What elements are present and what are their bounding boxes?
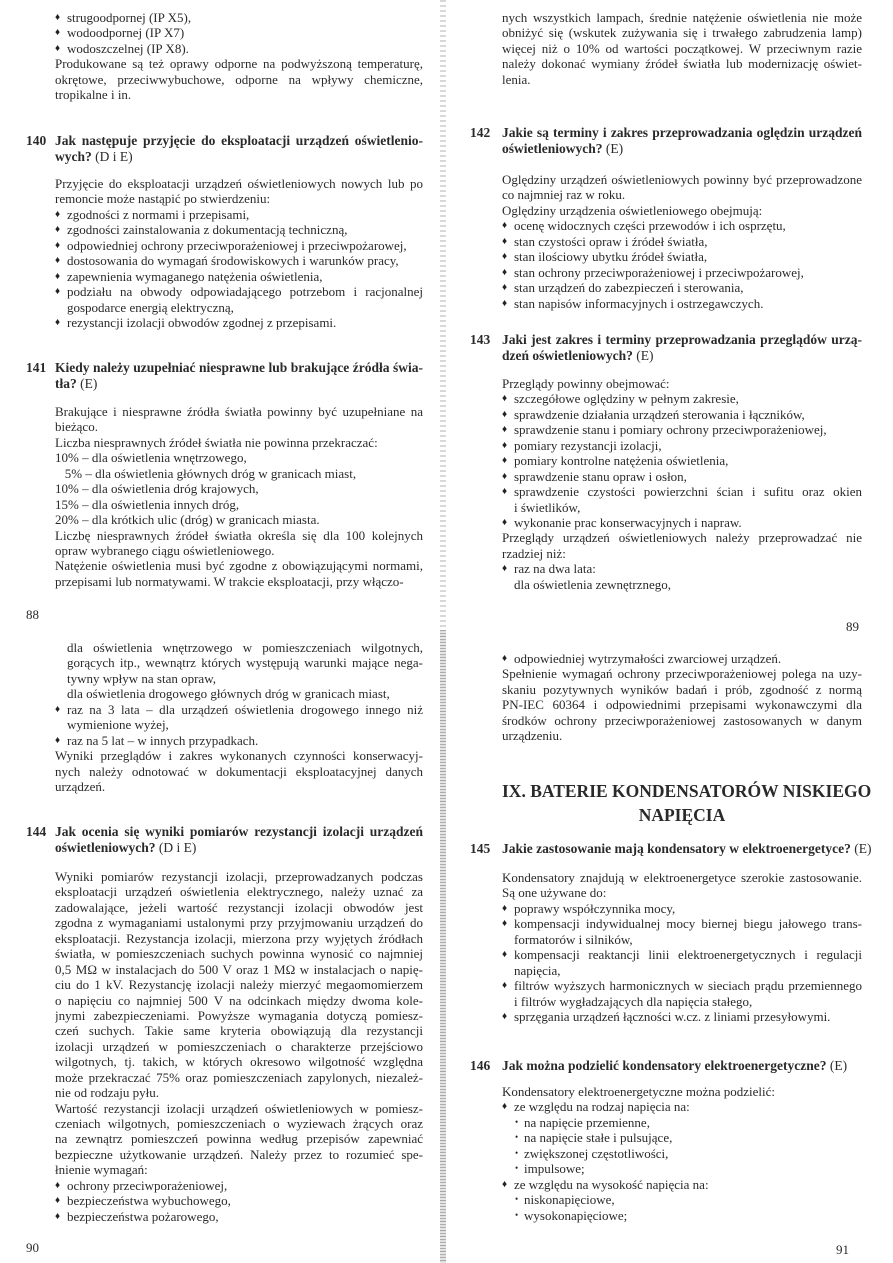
question-number: 141 [26, 360, 47, 375]
bullet-item [502, 1099, 862, 1114]
text-line: bezpieczne użytkowanie urządzeń. Należy przez to rozumieć spe- [55, 1146, 423, 1162]
question-number: 145 [470, 841, 491, 856]
text-line: zgodna z wymaganiami ustalonymi przy przyjmowaniu urządzeń do [55, 915, 423, 931]
bullet-item [55, 1209, 423, 1224]
bullet-item [55, 1178, 423, 1193]
question-title-text: Jaki jest zakres i terminy przeprowadzania przeglądów urzą- [502, 332, 862, 347]
question-title-line [502, 141, 862, 157]
question-title-text: Jak następuje przyjęcie do eksploatacji urządzeń oświetlenio- [55, 133, 423, 148]
text-line: wodoszczelnej (IP X8). [67, 40, 189, 56]
text-line: o napięciu co najmniej 500 V na odcinkach między dwoma kole- [55, 992, 423, 1008]
text-line: Wartość rezystancji izolacji urządzeń oświetleniowych w pomiesz- [55, 1100, 423, 1116]
page-gutter-scan-noise [440, 630, 446, 1263]
text-block [502, 10, 862, 87]
dot-bullet-icon: • [515, 1147, 519, 1158]
diamond-bullet-icon: ♦ [55, 703, 61, 715]
bullet-item [502, 438, 862, 453]
text-line: ciu do 1 kV. Rezystancję izolacji należy mierzyć megaomomierzem [55, 977, 423, 993]
question-title-text: Jak można podzielić kondensatory elektroenergetyczne? [502, 1058, 827, 1073]
diamond-bullet-icon: ♦ [502, 424, 508, 436]
question-title-text: Jakie zastosowanie mają kondensatory w elektroenergetyce? [502, 841, 851, 856]
paragraph [55, 528, 423, 559]
dot-bullet-icon: • [515, 1163, 519, 1174]
paragraph [55, 466, 423, 481]
bullet-item [55, 10, 423, 25]
text-line: skaniu pozytywnych wyników badań i prób, zgodność z normą [502, 681, 862, 697]
paragraph [55, 481, 423, 496]
text-line: stan ilościowy ubytku źródeł światła, [514, 249, 708, 265]
text-line: izolacji urządzeń w pomieszczeniach o charakterze przejściowo [55, 1038, 423, 1054]
text-line: Przeglądy urządzeń oświetleniowych należy przeprowadzać nie [502, 530, 862, 546]
text-line: rezystancji izolacji obwodów zgodnej z przepisami. [67, 314, 337, 330]
paragraph [502, 870, 862, 901]
diamond-bullet-icon: ♦ [55, 208, 61, 220]
paragraph [55, 869, 423, 1101]
dot-bullet-icon: • [515, 1116, 519, 1127]
text-line: dostosowania do wymagań środowiskowych i warunków pracy, [67, 253, 399, 269]
diamond-bullet-icon: ♦ [55, 1210, 61, 1222]
sub-bullet-item [502, 1208, 862, 1223]
text-line: tywny wpływ na stan opraw, [67, 670, 216, 686]
text-line: dla oświetlenia drogowego głównych dróg w granicach miast, [67, 686, 390, 702]
question-level-tag: (E) [76, 376, 98, 391]
text-line: Natężenie oświetlenia musi być zgodne z obowiązującymi normami, [55, 558, 423, 574]
text-line: remoncie może nastąpić po stwierdzeniu: [55, 191, 271, 207]
text-line: Przyjęcie do eksploatacji urządzeń oświetleniowych nowych lub po [55, 176, 423, 191]
diamond-bullet-icon: ♦ [502, 455, 508, 467]
text-line: Liczba niesprawnych źródeł światła nie powinna przekraczać: [55, 434, 378, 450]
text-line: bieżąco. [55, 419, 98, 435]
text-block [502, 172, 862, 311]
text-line: bezpieczeństwa wybuchowego, [67, 1193, 231, 1209]
text-line: sprzęgania urządzeń łączności w.cz. z liniami przesyłowymi. [514, 1008, 831, 1024]
text-line: poprawy współczynnika mocy, [514, 900, 676, 916]
text-line: łnienie wymagań: [55, 1162, 148, 1178]
text-line: eksploatacji. Rezystancja izolacji, mierzona przy wyjętych źródłach [55, 930, 423, 946]
diamond-bullet-icon: ♦ [502, 1178, 508, 1190]
sub-bullet-item [502, 1115, 862, 1130]
question-title-line [502, 125, 862, 141]
text-line: odpowiedniej ochrony przeciwporażeniowej i przeciwpożarowej, [67, 237, 407, 253]
diamond-bullet-icon: ♦ [502, 516, 508, 528]
bullet-item [502, 407, 862, 422]
text-block [502, 870, 862, 1024]
text-line: odpowiedniej wytrzymałości zwarciowej urządzeń. [514, 651, 782, 666]
diamond-bullet-icon: ♦ [55, 734, 61, 746]
text-line: i świetlików, [514, 499, 581, 515]
bullet-item [55, 238, 423, 253]
question-level-tag: (E) [602, 141, 624, 156]
text-line: stan ochrony przeciwporażeniowej i przeciwpożarowej, [514, 264, 804, 280]
question-title-line [502, 841, 872, 857]
text-block [55, 404, 423, 589]
text-line: wysokonapięciowe; [524, 1207, 628, 1223]
page-number: 89 [846, 619, 859, 634]
question-number: 142 [470, 125, 491, 140]
bullet-item [55, 25, 423, 40]
bullet-item [502, 561, 862, 576]
text-line: przepisami lub normatywami. W trakcie eksploatacji, przy włączo- [55, 573, 404, 589]
diamond-bullet-icon: ♦ [502, 918, 508, 930]
diamond-bullet-icon: ♦ [55, 1179, 61, 1191]
bullet-item [55, 207, 423, 222]
page-number: 91 [836, 1242, 849, 1257]
question-level-tag: (E) [632, 348, 654, 363]
bullet-item [502, 651, 862, 666]
paragraph [55, 56, 423, 102]
diamond-bullet-icon: ♦ [55, 239, 61, 251]
bullet-item [55, 253, 423, 268]
bullet-item [55, 315, 423, 330]
diamond-bullet-icon: ♦ [502, 251, 508, 263]
text-line: opraw wybranego ciągu oświetleniowego. [55, 542, 275, 558]
diamond-bullet-icon: ♦ [55, 1195, 61, 1207]
text-line: wilgotnych, tj. takich, w których okresowo wilgotność względna [55, 1054, 423, 1070]
chapter-heading-line: NAPIĘCIA [638, 805, 726, 825]
text-line: gorących itp., wewnątrz których występują warunki mające nega- [67, 655, 423, 671]
text-line: kompensacji indywidualnej mocy biernej biegu jałowego trans- [514, 916, 862, 932]
text-line: Przeglądy powinny obejmować: [502, 376, 670, 391]
text-line: raz na 5 lat – w innych przypadkach. [67, 732, 259, 748]
dot-bullet-icon: • [515, 1132, 519, 1143]
paragraph [502, 10, 862, 87]
text-line: eksploatacji urządzeń oświetlenia elektrycznego, należy uznać za [55, 884, 423, 900]
text-block [55, 640, 423, 794]
diamond-bullet-icon: ♦ [502, 235, 508, 247]
bullet-item [502, 515, 862, 530]
text-line: lenia. [502, 71, 531, 87]
paragraph [55, 558, 423, 589]
text-line: kompensacji reaktancji linii elektroenergetycznych i regulacji [514, 947, 862, 963]
text-line: Kondensatory elektroenergetyczne można podzielić: [502, 1084, 776, 1099]
text-line: ze względu na rodzaj napięcia na: [514, 1099, 690, 1115]
bullet-item [55, 284, 423, 315]
text-line: czeniach wilgotnych, pomieszczeniach o wyziewach żrących oraz [55, 1116, 423, 1131]
paragraph [55, 450, 423, 465]
diamond-bullet-icon: ♦ [55, 27, 61, 39]
text-line: Brakujące i niesprawne źródła światła powinny być uzupełniane na [55, 404, 423, 419]
text-block [55, 10, 423, 103]
sub-bullet-item [502, 1146, 862, 1161]
bullet-item [55, 222, 423, 237]
bullet-item [502, 978, 862, 1009]
question-title-line [55, 360, 423, 376]
question-title [55, 360, 423, 392]
text-line: szczegółowe oględziny w pełnym zakresie, [514, 391, 739, 407]
diamond-bullet-icon: ♦ [502, 266, 508, 278]
text-line: urządzeń. [55, 778, 106, 794]
question-number: 140 [26, 133, 47, 148]
paragraph [55, 497, 423, 512]
text-line: pomiary kontrolne natężenia oświetlenia, [514, 453, 729, 469]
text-line: podziału na obwody odpowiadającego potrzebom i racjonalnej [67, 284, 423, 300]
sub-bullet-item [502, 1130, 862, 1145]
bullet-item [502, 296, 862, 311]
paragraph [502, 1084, 862, 1099]
text-line: nych wszystkich lampach, średnie natężenie oświetlenia nie może [502, 10, 862, 25]
text-line: napięcia, [514, 962, 561, 978]
dot-bullet-icon: • [515, 1194, 519, 1205]
paragraph [502, 376, 862, 391]
bullet-item [502, 916, 862, 947]
paragraph [55, 512, 423, 527]
chapter-heading-line: IX. BATERIE KONDENSATORÓW NISKIEGO [502, 781, 872, 801]
text-line: raz na dwa lata: [514, 561, 596, 577]
text-line: bezpieczeństwa pożarowego, [67, 1208, 219, 1224]
text-line: PN-IEC 60364 i odpowiednimi przepisami wykonawczymi dla [502, 697, 862, 713]
text-line: wykonanie prac konserwacyjnych i napraw. [514, 514, 742, 530]
bullet-item [55, 702, 423, 733]
diamond-bullet-icon: ♦ [502, 486, 508, 498]
text-line: na zewnątrz pomieszczeń powinna według przepisów zapewniać [55, 1131, 423, 1147]
paragraph [502, 666, 862, 743]
bullet-item [55, 41, 423, 56]
text-line: środków ochrony przeciwporażeniowej zastosowanych w danym [502, 712, 862, 728]
text-line: Wyniki pomiarów rezystancji izolacji, przeprowadzanych podczas [55, 869, 423, 884]
text-line: okrętowe, przeciwwybuchowe, odporne na wpływy chemiczne, [55, 71, 423, 87]
text-line: więcej niż o 10% od wartości początkowej. W przeciwnym razie [502, 40, 862, 56]
text-line: formatorów i silników, [514, 931, 633, 947]
bullet-item [502, 422, 862, 437]
question-title-line [55, 824, 423, 840]
question-title-line [502, 332, 862, 348]
question-title-text: oświetleniowych? [502, 141, 603, 156]
diamond-bullet-icon: ♦ [502, 297, 508, 309]
question-level-tag: (E) [826, 1058, 848, 1073]
bullet-item [55, 733, 423, 748]
diamond-bullet-icon: ♦ [502, 653, 508, 664]
bullet-item [55, 269, 423, 284]
diamond-bullet-icon: ♦ [502, 949, 508, 961]
bullet-item [502, 947, 862, 978]
text-line: należy dokonać wymiany źródeł światła lub modernizację oświet- [502, 56, 862, 72]
text-line: sprawdzenie stanu i pomiary ochrony przeciwporażeniowej, [514, 422, 827, 438]
question-title-line [502, 348, 862, 364]
text-line: strugoodpornej (IP X5), [67, 10, 192, 25]
text-line: raz na 3 lata – dla urządzeń oświetlenia drogowego innego niż [67, 701, 423, 717]
text-line: zapewnienia wymaganego natężenia oświetlenia, [67, 268, 323, 284]
diamond-bullet-icon: ♦ [55, 270, 61, 282]
question-title-text: Jakie są terminy i zakres przeprowadzania oględzin urządzeń [502, 125, 862, 140]
text-line: nych należy odnotować w dokumentacji eksploatacyjnej danych [55, 763, 423, 779]
diamond-bullet-icon: ♦ [502, 220, 508, 232]
paragraph [55, 435, 423, 450]
question-title [502, 332, 862, 364]
diamond-bullet-icon: ♦ [502, 980, 508, 992]
question-level-tag: (E) [850, 841, 872, 856]
diamond-bullet-icon: ♦ [502, 563, 508, 575]
paragraph [55, 176, 423, 207]
text-line: co najmniej raz w roku. [502, 187, 626, 203]
indented-line [55, 686, 423, 701]
question-title [502, 1058, 862, 1074]
text-line: nie od rodzaju pyłu. [55, 1085, 159, 1101]
bullet-item [502, 249, 862, 264]
question-number: 143 [470, 332, 491, 347]
text-line: ocenę widocznych części przewodów i ich osprzętu, [514, 218, 786, 234]
text-line: sprawdzenie stanu opraw i osłon, [514, 468, 687, 484]
question-title-text: wych? [55, 149, 92, 164]
text-line: obniżyć się (wskutek zużywania się i trwałego zabrudzenia lamp) [502, 25, 862, 41]
diamond-bullet-icon: ♦ [55, 286, 61, 298]
diamond-bullet-icon: ♦ [55, 42, 61, 54]
paragraph [502, 203, 862, 218]
text-line: Są one używane do: [502, 885, 607, 901]
question-title-line [55, 840, 423, 856]
text-line: czeń suchych. Takie same kryteria obowiązują dla rezystancji [55, 1023, 423, 1039]
diamond-bullet-icon: ♦ [502, 282, 508, 294]
text-line: Liczbę niesprawnych źródeł światła określa się dla 100 kolejnych [55, 527, 423, 543]
paragraph [55, 748, 423, 794]
diamond-bullet-icon: ♦ [502, 902, 508, 914]
paragraph [55, 1101, 423, 1178]
paragraph [502, 172, 862, 203]
question-title-line [55, 376, 423, 392]
question-number: 146 [470, 1058, 491, 1073]
paragraph [55, 404, 423, 435]
bullet-item [502, 469, 862, 484]
text-line: na napięcie przemienne, [524, 1114, 650, 1130]
text-line: impulsowe; [524, 1161, 585, 1177]
paragraph [502, 530, 862, 561]
text-line: Oględziny urządzenia oświetleniowego obejmują: [502, 202, 763, 218]
text-line: sprawdzenie czystości powierzchni ścian i sufitu oraz okien [514, 484, 862, 500]
diamond-bullet-icon: ♦ [55, 316, 61, 328]
text-line: wymienione wyżej, [67, 717, 169, 733]
text-line: gospodarce energią elektryczną, [67, 299, 234, 315]
question-title-line [55, 149, 423, 165]
diamond-bullet-icon: ♦ [55, 12, 61, 23]
bullet-item [502, 280, 862, 295]
question-title-text: Kiedy należy uzupełniać niesprawne lub brakujące źródła świa- [55, 360, 423, 375]
bullet-item [502, 1177, 862, 1192]
question-title-line [502, 1058, 862, 1074]
question-number: 144 [26, 824, 47, 839]
text-line: Oględziny urządzeń oświetleniowych powinny być przeprowadzone [502, 172, 862, 187]
text-line: filtrów wyższych harmonicznych w sieciach prądu przemiennego [514, 978, 862, 994]
text-block [55, 176, 423, 330]
question-title [55, 824, 423, 856]
text-line: 5% – dla oświetlenia głównych dróg w granicach miast, [55, 465, 357, 481]
bullet-item [502, 218, 862, 233]
text-line: 0,5 MΩ w instalacjach do 500 V oraz 1 MΩ w instalacjach o napię- [55, 961, 423, 977]
question-level-tag: (D i E) [155, 840, 197, 855]
text-line: 10% – dla oświetlenia wnętrzowego, [55, 450, 247, 466]
text-line: 15% – dla oświetlenia innych dróg, [55, 496, 240, 512]
bullet-item [502, 484, 862, 515]
text-line: wodoodpornej (IP X7) [67, 25, 185, 41]
chapter-heading [502, 779, 872, 827]
text-block [502, 651, 862, 744]
text-line: stan czystości opraw i źródeł światła, [514, 233, 708, 249]
text-line: sprawdzenie działania urządzeń sterowania i łączników, [514, 406, 805, 422]
bullet-item [502, 391, 862, 406]
bullet-item [502, 453, 862, 468]
text-line: zwiększonej częstotliwości, [524, 1145, 669, 1161]
text-line: może przekraczać 75% oraz pomieszczeniach zapylonych, niezależ- [55, 1069, 423, 1085]
text-line: Wyniki przeglądów i zakres wykonanych czynności konserwacyj- [55, 748, 423, 764]
bullet-item [502, 234, 862, 249]
text-line: pomiary rezystancji izolacji, [514, 437, 662, 453]
indented-line [502, 577, 862, 592]
diamond-bullet-icon: ♦ [502, 439, 508, 451]
diamond-bullet-icon: ♦ [502, 1101, 508, 1113]
text-line: zadowalające, jeżeli wartość rezystancji izolacji obwodów jest [55, 899, 423, 915]
page-number: 90 [26, 1240, 39, 1255]
sub-bullet-item [502, 1192, 862, 1207]
text-line: stan napisów informacyjnych i ostrzegawczych. [514, 295, 764, 311]
text-line: ze względu na wysokość napięcia na: [514, 1176, 709, 1192]
text-line: stan urządzeń do zabezpieczeń i sterowania, [514, 280, 744, 296]
text-block [55, 869, 423, 1224]
text-block [502, 376, 862, 592]
text-line: Kondensatory znajdują w elektroenergetyce szerokie zastosowanie. [502, 870, 862, 885]
question-level-tag: (D i E) [91, 149, 133, 164]
page-number: 88 [26, 607, 39, 622]
text-line: ochrony przeciwporażeniowej, [67, 1177, 228, 1193]
question-title-text: Jak ocenia się wyniki pomiarów rezystancji izolacji urządzeń [55, 824, 423, 839]
text-line: na napięcie stałe i pulsujące, [524, 1130, 673, 1146]
indented-line [55, 640, 423, 686]
question-title-text: dzeń oświetleniowych? [502, 348, 633, 363]
bullet-item [502, 265, 862, 280]
dot-bullet-icon: • [515, 1209, 519, 1220]
text-line: tropikalne i in. [55, 87, 132, 103]
question-title [502, 125, 862, 157]
diamond-bullet-icon: ♦ [502, 408, 508, 420]
text-line: niskonapięciowe, [524, 1192, 615, 1208]
text-line: jnymi zabezpieczeniami. Powyższe wymagania dotyczą pomiesz- [55, 1007, 423, 1023]
text-line: rzadziej niż: [502, 545, 566, 561]
diamond-bullet-icon: ♦ [55, 224, 61, 236]
question-title [502, 841, 872, 857]
text-line: urządzeniu. [502, 728, 563, 744]
question-title-text: oświetleniowych? [55, 840, 156, 855]
text-line: dla oświetlenia zewnętrznego, [514, 576, 672, 592]
diamond-bullet-icon: ♦ [502, 393, 508, 405]
bullet-item [502, 1009, 862, 1024]
question-title [55, 133, 423, 165]
text-line: zgodności zainstalowania z dokumentacją techniczną, [67, 222, 348, 238]
text-block [502, 1084, 862, 1223]
text-line: zgodności z normami i przepisami, [67, 206, 250, 222]
bullet-item [502, 901, 862, 916]
text-line: dla oświetlenia wnętrzowego w pomieszczeniach wilgotnych, [67, 640, 423, 655]
text-line: i filtrów wygładzających dla napięcia stałego, [514, 993, 753, 1009]
bullet-item [55, 1193, 423, 1208]
text-line: 20% – dla krótkich ulic (dróg) w granicach miasta. [55, 512, 320, 528]
text-line: Spełnienie wymagań ochrony przeciwporażeniowej polega na uzy- [502, 666, 862, 682]
diamond-bullet-icon: ♦ [502, 470, 508, 482]
question-title-line [55, 133, 423, 149]
diamond-bullet-icon: ♦ [502, 1010, 508, 1022]
text-line: światła, w pomieszczeniach suchych powinna wynosić co najmniej [55, 946, 423, 962]
question-title-text: tła? [55, 376, 77, 391]
text-line: Produkowane są też oprawy odporne na podwyższoną temperaturę, [55, 56, 423, 72]
sub-bullet-item [502, 1161, 862, 1176]
diamond-bullet-icon: ♦ [55, 255, 61, 267]
text-line: 10% – dla oświetlenia dróg krajowych, [55, 481, 259, 497]
